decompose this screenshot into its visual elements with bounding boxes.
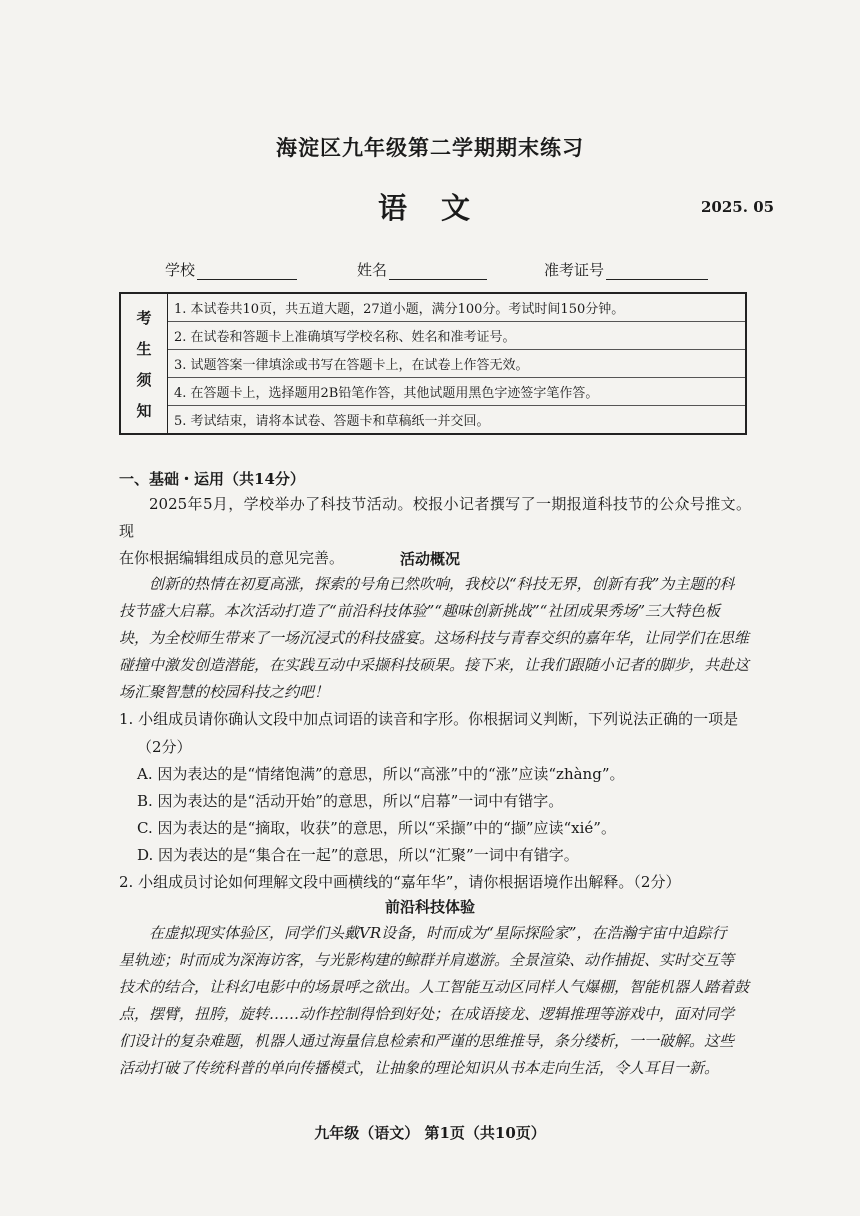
page-footer: 九年级（语文） 第1页（共10页） <box>314 1124 546 1142</box>
part1-line: 块，为全校师生带来了一场沉浸式的科技盛宴。这场科技与青春交织的嘉年华，让同学们在思维 <box>119 629 750 647</box>
question-1-option-c: C. 因为表达的是“摘取，收获”的意思，所以“采撷”中的“撷”应读“xié”。 <box>137 819 616 837</box>
intro-line: 2025年5月，学校举办了科技节活动。校报小记者撰写了一期报道科技节的公众号推文。现 <box>119 495 751 540</box>
question-2-stem: 2. 小组成员讨论如何理解文段中画横线的“嘉年华”，请你根据语境作出解释。（2分） <box>119 873 681 891</box>
exam-id-label: 准考证号 <box>544 261 605 279</box>
notice-list <box>168 294 745 433</box>
notice-item: 5. 考试结束，请将本试卷、答题卡和草稿纸一并交回。 <box>174 414 490 429</box>
intro-line: 在你根据编辑组成员的意见完善。 <box>119 549 345 567</box>
part2-line: 技术的结合，让科幻电影中的场景呼之欲出。人工智能互动区同样人气爆棚，智能机器人踏着鼓 <box>119 978 750 996</box>
section-title: 一、基础・运用（共14分） <box>119 470 305 488</box>
name-field <box>357 259 487 280</box>
question-1-option-d: D. 因为表达的是“集合在一起”的意思，所以“汇聚”一词中有错字。 <box>137 846 579 864</box>
notice-heading-char: 须 <box>136 370 152 389</box>
notice-heading-char: 知 <box>136 401 152 420</box>
school-label: 学校 <box>165 261 196 279</box>
notice-heading-char: 生 <box>136 339 152 358</box>
exam-date: 2025. 05 <box>701 198 775 216</box>
notice-heading-char: 考 <box>136 308 152 327</box>
candidate-notice-box <box>119 292 747 435</box>
exam-title: 海淀区九年级第二学期期末练习 <box>276 135 584 160</box>
part1-line: 创新的热情在初夏高涨，探索的号角已然吹响，我校以“科技无界，创新有我”为主题的科 <box>149 575 735 593</box>
subject-title: 语 文 <box>377 191 483 225</box>
question-1-score: （2分） <box>137 738 192 756</box>
exam-id-blank <box>606 263 708 280</box>
notice-item: 4. 在答题卡上，选择题用2B铅笔作答，其他试题用黑色字迹签字笔作答。 <box>168 378 745 406</box>
part1-title: 活动概况 <box>399 550 460 568</box>
notice-heading <box>121 294 168 433</box>
part2-line: 在虚拟现实体验区，同学们头戴VR设备，时而成为“星际探险家”，在浩瀚宇宙中追踪行 <box>149 924 727 942</box>
part1-line: 碰撞中激发创造潜能，在实践互动中采撷科技硕果。接下来，让我们跟随小记者的脚步，共赴这 <box>119 656 750 674</box>
school-blank <box>197 263 297 280</box>
notice-item: 1. 本试卷共10页，共五道大题，27道小题，满分100分。考试时间150分钟。 <box>168 294 745 322</box>
question-1-option-b: B. 因为表达的是“活动开始”的意思，所以“启幕”一词中有错字。 <box>137 792 564 810</box>
part2-line: 星轨迹；时而成为深海访客，与光影构建的鲸群并肩遨游。全景渲染、动作捕捉、实时交互等 <box>119 951 735 969</box>
question-1-option-a: A. 因为表达的是“情绪饱满”的意思，所以“高涨”中的“涨”应读“zhàng”。 <box>137 765 625 783</box>
name-label: 姓名 <box>357 261 388 279</box>
exam-id-field <box>544 259 708 280</box>
question-1-stem: 1. 小组成员请你确认文段中加点词语的读音和字形。你根据词义判断，下列说法正确的一项是 <box>119 710 739 728</box>
part2-line: 点，摆臂，扭胯，旋转……动作控制得恰到好处；在成语接龙、逻辑推理等游戏中，面对同学 <box>119 1005 735 1023</box>
notice-item: 2. 在试卷和答题卡上准确填写学校名称、姓名和准考证号。 <box>168 322 745 350</box>
school-field <box>165 259 297 280</box>
part2-title: 前沿科技体验 <box>384 898 475 916</box>
part2-line: 们设计的复杂难题，机器人通过海量信息检索和严谨的思维推导，条分缕析，一一破解。这些 <box>119 1032 735 1050</box>
notice-item: 3. 试题答案一律填涂或书写在答题卡上，在试卷上作答无效。 <box>168 350 745 378</box>
part1-line: 技节盛大启幕。本次活动打造了“前沿科技体验”“趣味创新挑战”“社团成果秀场”三大特色板 <box>119 602 721 620</box>
part2-line: 活动打破了传统科普的单向传播模式，让抽象的理论知识从书本走向生活，令人耳目一新。 <box>119 1059 720 1077</box>
name-blank <box>389 263 487 280</box>
part1-line: 场汇聚智慧的校园科技之约吧！ <box>119 683 330 701</box>
